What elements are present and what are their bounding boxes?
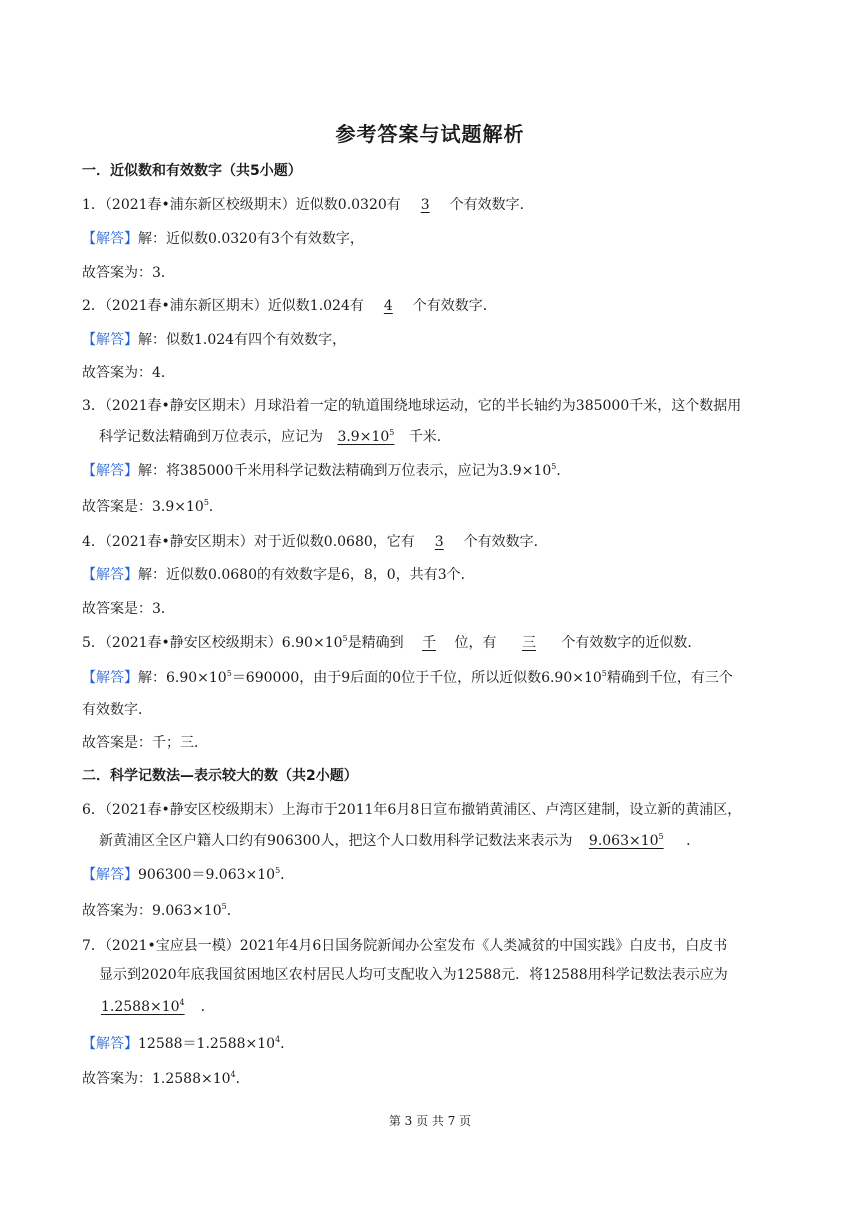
question-2: 2．（2021春•浦东新区期末）近似数1.024有 4 个有效数字．	[82, 298, 497, 314]
question-6-line-1: 6．（2021春•静安区校级期末）上海市于2011年6月8日宣布撤销黄浦区、卢湾区建制，设立新的黄浦区，	[82, 802, 742, 818]
solution-tag: 【解答】	[82, 670, 138, 686]
answer-blank: $1.2588\times 10^4$	[101, 998, 185, 1015]
solution-1: 【解答】解：近似数0.0320有3个有效数字，	[82, 231, 364, 247]
question-1: 1．（2021春•浦东新区校级期末）近似数0.0320有 3 个有效数字．	[82, 197, 534, 213]
question-5: 5．（2021春•静安区校级期末）$6.90\times 10^5$是精确到 千 位，有 三 个有效数字的近似数．	[82, 634, 702, 651]
answer-blank: 3	[434, 534, 444, 550]
solution-7: 【解答】$12588=1.2588\times 10^4$．	[82, 1035, 295, 1052]
answer-blank: 4	[383, 298, 393, 314]
solution-6: 【解答】$906300=9.063\times 10^5$．	[82, 866, 295, 883]
page-footer: 第 3 页 共 7 页	[388, 1114, 472, 1128]
conclusion-1: 故答案为：3．	[82, 265, 175, 281]
question-7-line-1: 7．（2021•宝应县一模）2021年4月6日国务院新闻办公室发布《人类减贫的中国实践》白皮书，白皮书	[82, 938, 728, 954]
solution-tag: 【解答】	[82, 463, 138, 479]
solution-tag: 【解答】	[82, 567, 138, 583]
answer-blank: 三	[521, 635, 536, 651]
solution-tag: 【解答】	[82, 1036, 138, 1052]
solution-tag: 【解答】	[82, 867, 138, 883]
question-7-line-3: $1.2588\times 10^4$ ．	[101, 998, 215, 1015]
conclusion-7: 故答案为：$1.2588\times 10^4$．	[82, 1070, 250, 1087]
solution-5-line-2: 有效数字．	[82, 702, 152, 718]
solution-3: 【解答】解：将385000千米用科学记数法精确到万位表示，应记为$3.9\times 10^5$．	[82, 462, 571, 479]
conclusion-6: 故答案为：$9.063\times 10^5$．	[82, 902, 241, 919]
conclusion-5: 故答案是：千；三．	[82, 735, 208, 751]
question-4: 4．（2021春•静安区期末）对于近似数0.0680，它有 3 个有效数字．	[82, 534, 548, 550]
answer-blank: 3	[420, 197, 430, 213]
conclusion-2: 故答案为：4．	[82, 365, 175, 381]
solution-4: 【解答】解：近似数0.0680的有效数字是6，8，0，共有3个．	[82, 567, 475, 583]
answer-blank: $3.9\times 10^5$	[337, 428, 395, 445]
conclusion-4: 故答案是：3．	[82, 601, 175, 617]
solution-5: 【解答】解：$6.90\times 10^5=690000$，由于9后面的0位于千位，所以近似数$6.90\times 10^5$精确到千位，有三个	[82, 669, 733, 686]
solution-tag: 【解答】	[82, 231, 138, 247]
solution-tag: 【解答】	[82, 332, 138, 348]
section-heading-1: 一．近似数和有效数字（共5小题）	[82, 163, 302, 179]
question-3-line-2: 科学记数法精确到万位表示，应记为 $3.9\times 10^5$ 千米．	[99, 428, 451, 445]
question-7-line-2: 显示到2020年底我国贫困地区农村居民人均可支配收入为12588元．将12588用科学记数法表示应为	[99, 967, 728, 983]
conclusion-3: 故答案是：$3.9\times 10^5$．	[82, 498, 223, 515]
solution-2: 【解答】解：似数1.024有四个有效数字，	[82, 332, 347, 348]
section-heading-2: 二．科学记数法—表示较大的数（共2小题）	[82, 768, 358, 784]
question-3-line-1: 3．（2021春•静安区期末）月球沿着一定的轨道围绕地球运动，它的半长轴约为385000千米，这个数据用	[82, 398, 742, 414]
page-title: 参考答案与试题解析	[335, 122, 525, 146]
answer-blank: 千	[422, 635, 437, 651]
answer-blank: $9.063\times 10^5$	[588, 832, 664, 849]
question-6-line-2: 新黄浦区全区户籍人口约有906300人，把这个人口数用科学记数法来表示为 $9.063\times 10^5$ ．	[99, 832, 701, 849]
